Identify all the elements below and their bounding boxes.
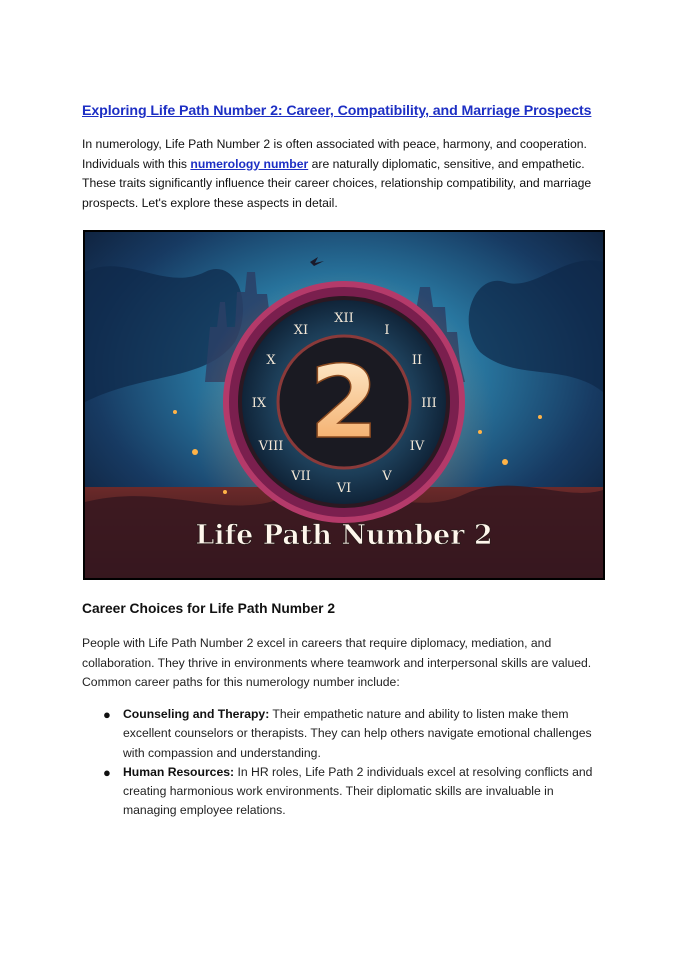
svg-text:III: III	[421, 396, 437, 411]
career-list-item	[82, 763, 602, 821]
svg-text:I: I	[384, 323, 390, 338]
career-item-text: Their empathetic nature and ability to listen make them excellent counselors or therapists. They can help others navigate emotional challenges with compassion and understanding.	[123, 707, 592, 760]
svg-text:XI: XI	[293, 323, 309, 338]
article-title-link[interactable]: Exploring Life Path Number 2: Career, Compatibility, and Marriage Prospects	[82, 103, 592, 119]
svg-text:V: V	[382, 469, 392, 484]
intro-text-start: In numerology, Life Path Number 2 is often associated with peace, harmony, and cooperation. Individuals with this	[82, 137, 587, 171]
bullet-icon: ●	[103, 707, 111, 722]
career-item-label: Counseling and Therapy:	[123, 707, 270, 721]
hero-numeral: 2	[309, 344, 379, 461]
hero-caption: Life Path Number 2	[195, 520, 493, 551]
svg-text:X: X	[266, 353, 276, 368]
bullet-icon: ●	[103, 764, 111, 780]
intro-paragraph	[82, 135, 594, 213]
svg-text:XII: XII	[334, 311, 354, 326]
career-item-label: Human Resources:	[123, 764, 235, 779]
career-list	[82, 705, 602, 821]
svg-text:VIII: VIII	[258, 439, 284, 454]
hero-image	[83, 230, 605, 580]
svg-text:II: II	[411, 353, 423, 368]
career-paragraph: People with Life Path Number 2 excel in careers that require diplomacy, mediation, and collaboration. They thrive in environments where teamwork and interpersonal skills are valued. Common career paths for this numerology number include:	[82, 636, 592, 689]
svg-text:VII: VII	[291, 469, 311, 484]
career-list-item	[82, 705, 602, 763]
career-item-text: In HR roles, Life Path 2 individuals excel at resolving conflicts and creating harmonious work environments. Their diplomatic skills are invaluable in managing employee relations.	[123, 764, 593, 818]
career-heading: Career Choices for Life Path Number 2	[82, 601, 336, 616]
intro-text-end: are naturally diplomatic, sensitive, and empathetic. These traits significantly influence their career choices, relationship compatibility, and marriage prospects. Let's explore these aspects in detail.	[82, 156, 592, 210]
svg-text:IX: IX	[251, 396, 267, 411]
svg-text:VI: VI	[336, 481, 352, 496]
numerology-number-link[interactable]: numerology number	[190, 156, 309, 171]
svg-text:IV: IV	[409, 439, 425, 454]
